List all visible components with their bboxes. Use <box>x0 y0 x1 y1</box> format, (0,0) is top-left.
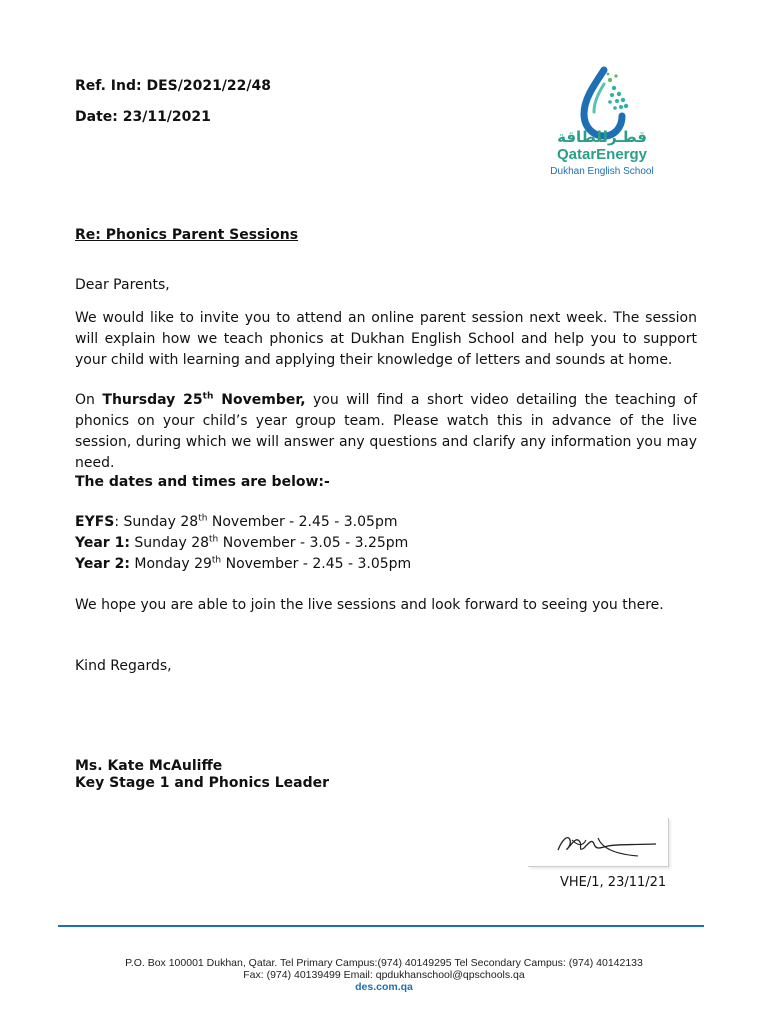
paragraph-intro: We would like to invite you to attend an online parent session next week. The session will explain how we teach phonics at Dukhan English School and help you to support your child with learning and applying their knowledge of letters and sounds at home. <box>75 310 697 368</box>
kind-regards: Kind Regards, <box>75 658 172 674</box>
footer-website-link[interactable]: des.com.qa <box>355 981 413 993</box>
highlight-date: Thursday 25th November, <box>102 391 306 408</box>
footer-address: P.O. Box 100001 Dukhan, Qatar. Tel Primary Campus:(974) 40149295 Tel Secondary Campus: (974) 40142133 <box>125 957 643 969</box>
letter-subject: Re: Phonics Parent Sessions <box>75 227 299 243</box>
dates-heading: The dates and times are below:- <box>75 474 330 490</box>
salutation: Dear Parents, <box>75 277 170 293</box>
logo-arabic-text: قطـرللطاقة <box>557 128 647 146</box>
session-list <box>75 512 411 575</box>
footer-divider <box>58 925 704 927</box>
session-row-year2: Year 2: Monday 29th November - 2.45 - 3.05pm <box>75 555 412 572</box>
signatory-name: Ms. Kate McAuliffe <box>75 758 223 774</box>
closing-paragraph: We hope you are able to join the live sessions and look forward to seeing you there. <box>75 597 664 613</box>
verification-stamp: VHE/1, 23/11/21 <box>560 875 667 890</box>
signatory-title: Key Stage 1 and Phonics Leader <box>75 775 330 791</box>
logo-brand-text: QatarEnergy <box>556 146 648 163</box>
handwritten-signature-icon <box>528 818 668 866</box>
letter-date: Date: 23/11/2021 <box>75 109 211 125</box>
reference-number: Ref. Ind: DES/2021/22/48 <box>75 78 271 94</box>
session-row-year1: Year 1: Sunday 28th November - 3.05 - 3.25pm <box>75 534 409 551</box>
qatarenergy-logo <box>532 62 672 182</box>
session-row-eyfs: EYFS: Sunday 28th November - 2.45 - 3.05pm <box>75 513 398 530</box>
paragraph-video: On Thursday 25th November, you will find a short video detailing the teaching of phonics on your child’s year group team. Please watch this in advance of the live session, during which we will answer any questions and clarify any information you may need. <box>75 391 697 471</box>
signature-box <box>528 818 669 867</box>
footer-contact: Fax: (974) 40139499 Email: qpdukhanschool@qpschools.qa <box>243 969 525 981</box>
logo-school-text: Dukhan English School <box>550 166 654 177</box>
